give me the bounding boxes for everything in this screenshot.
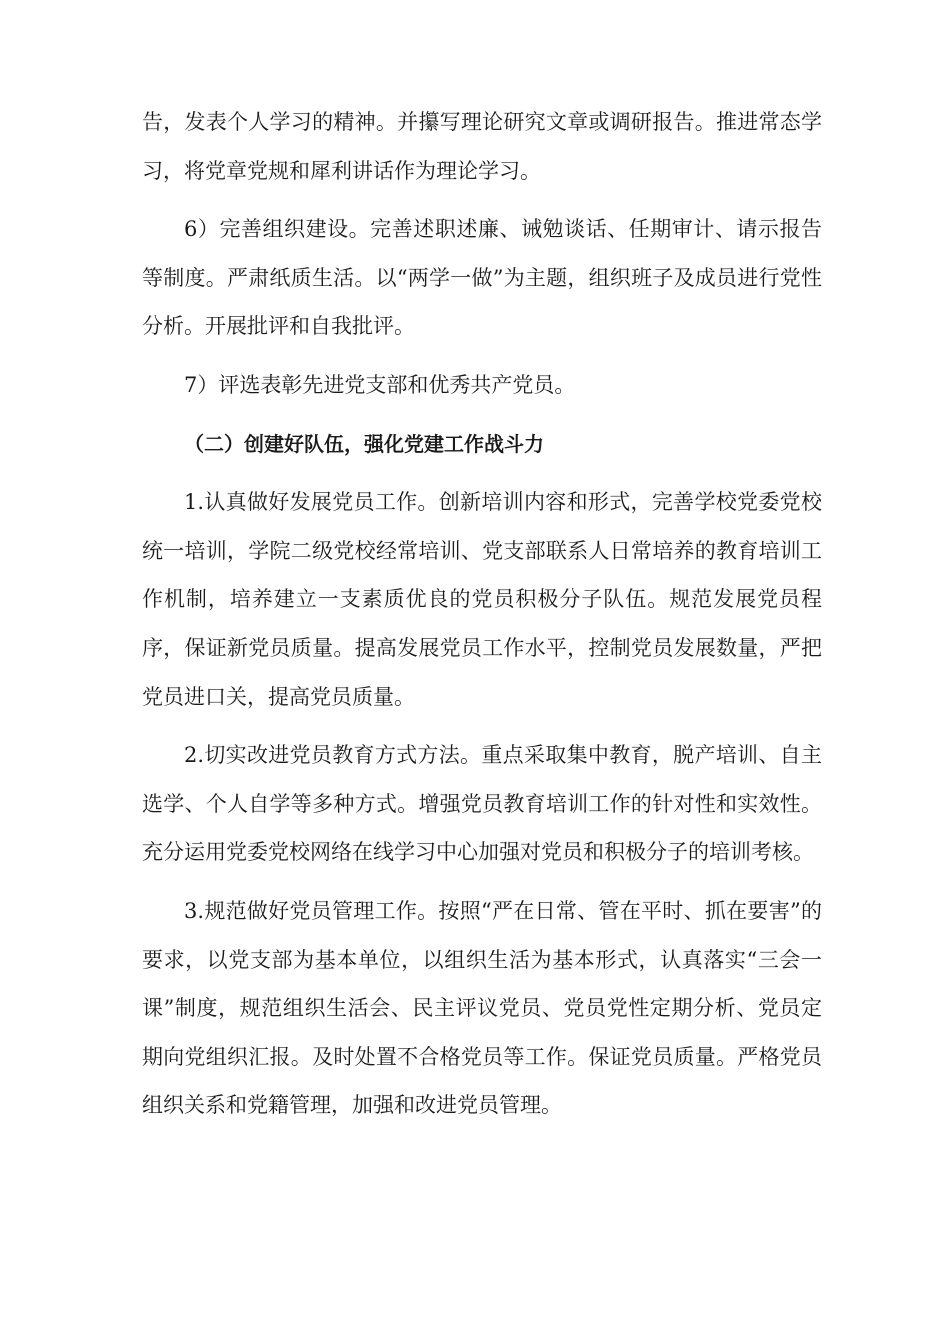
section-heading: （二）创建好队伍，强化党建工作战斗力: [184, 431, 544, 456]
document-body: [142, 98, 822, 1140]
paragraph-member-development: 1.认真做好发展党员工作。创新培训内容和形式，完善学校党委党校统一培训，学院二级党校经常培训、党支部联系人日常培养的教育培训工作机制，培养建立一支素质优良的党员积极分子队伍。规范发展党员程序，保证新党员质量。提高发展党员工作水平，控制党员发展数量，严把党员进口关，提高党员质量。: [142, 490, 822, 709]
paragraph-commendation: 7）评选表彰先进党支部和优秀共产党员。: [184, 372, 576, 397]
paragraph-organization-building: 6）完善组织建设。完善述职述廉、诫勉谈话、任期审计、请示报告等制度。严肃纸质生活。以“两学一做”为主题，组织班子及成员进行党性分析。开展批评和自我批评。: [142, 217, 822, 339]
paragraph-member-management: 3.规范做好党员管理工作。按照“严在日常、管在平时、抓在要害”的要求，以党支部为基本单位，以组织生活为基本形式，认真落实“三会一课”制度，规范组织生活会、民主评议党员、党员党性定期分析、党员定期向党组织汇报。及时处置不合格党员等工作。保证党员质量。严格党员组织关系和党籍管理，加强和改进党员管理。: [142, 898, 822, 1118]
paragraph-continuation: 告，发表个人学习的精神。并攥写理论研究文章或调研报告。推进常态学习，将党章党规和犀利讲话作为理论学习。: [142, 110, 822, 183]
paragraph-member-education: 2.切实改进党员教育方式方法。重点采取集中教育，脱产培训、自主选学、个人自学等多种方式。增强党员教育培训工作的针对性和实效性。充分运用党委党校网络在线学习中心加强对党员和积极分子的培训考核。: [142, 743, 822, 865]
